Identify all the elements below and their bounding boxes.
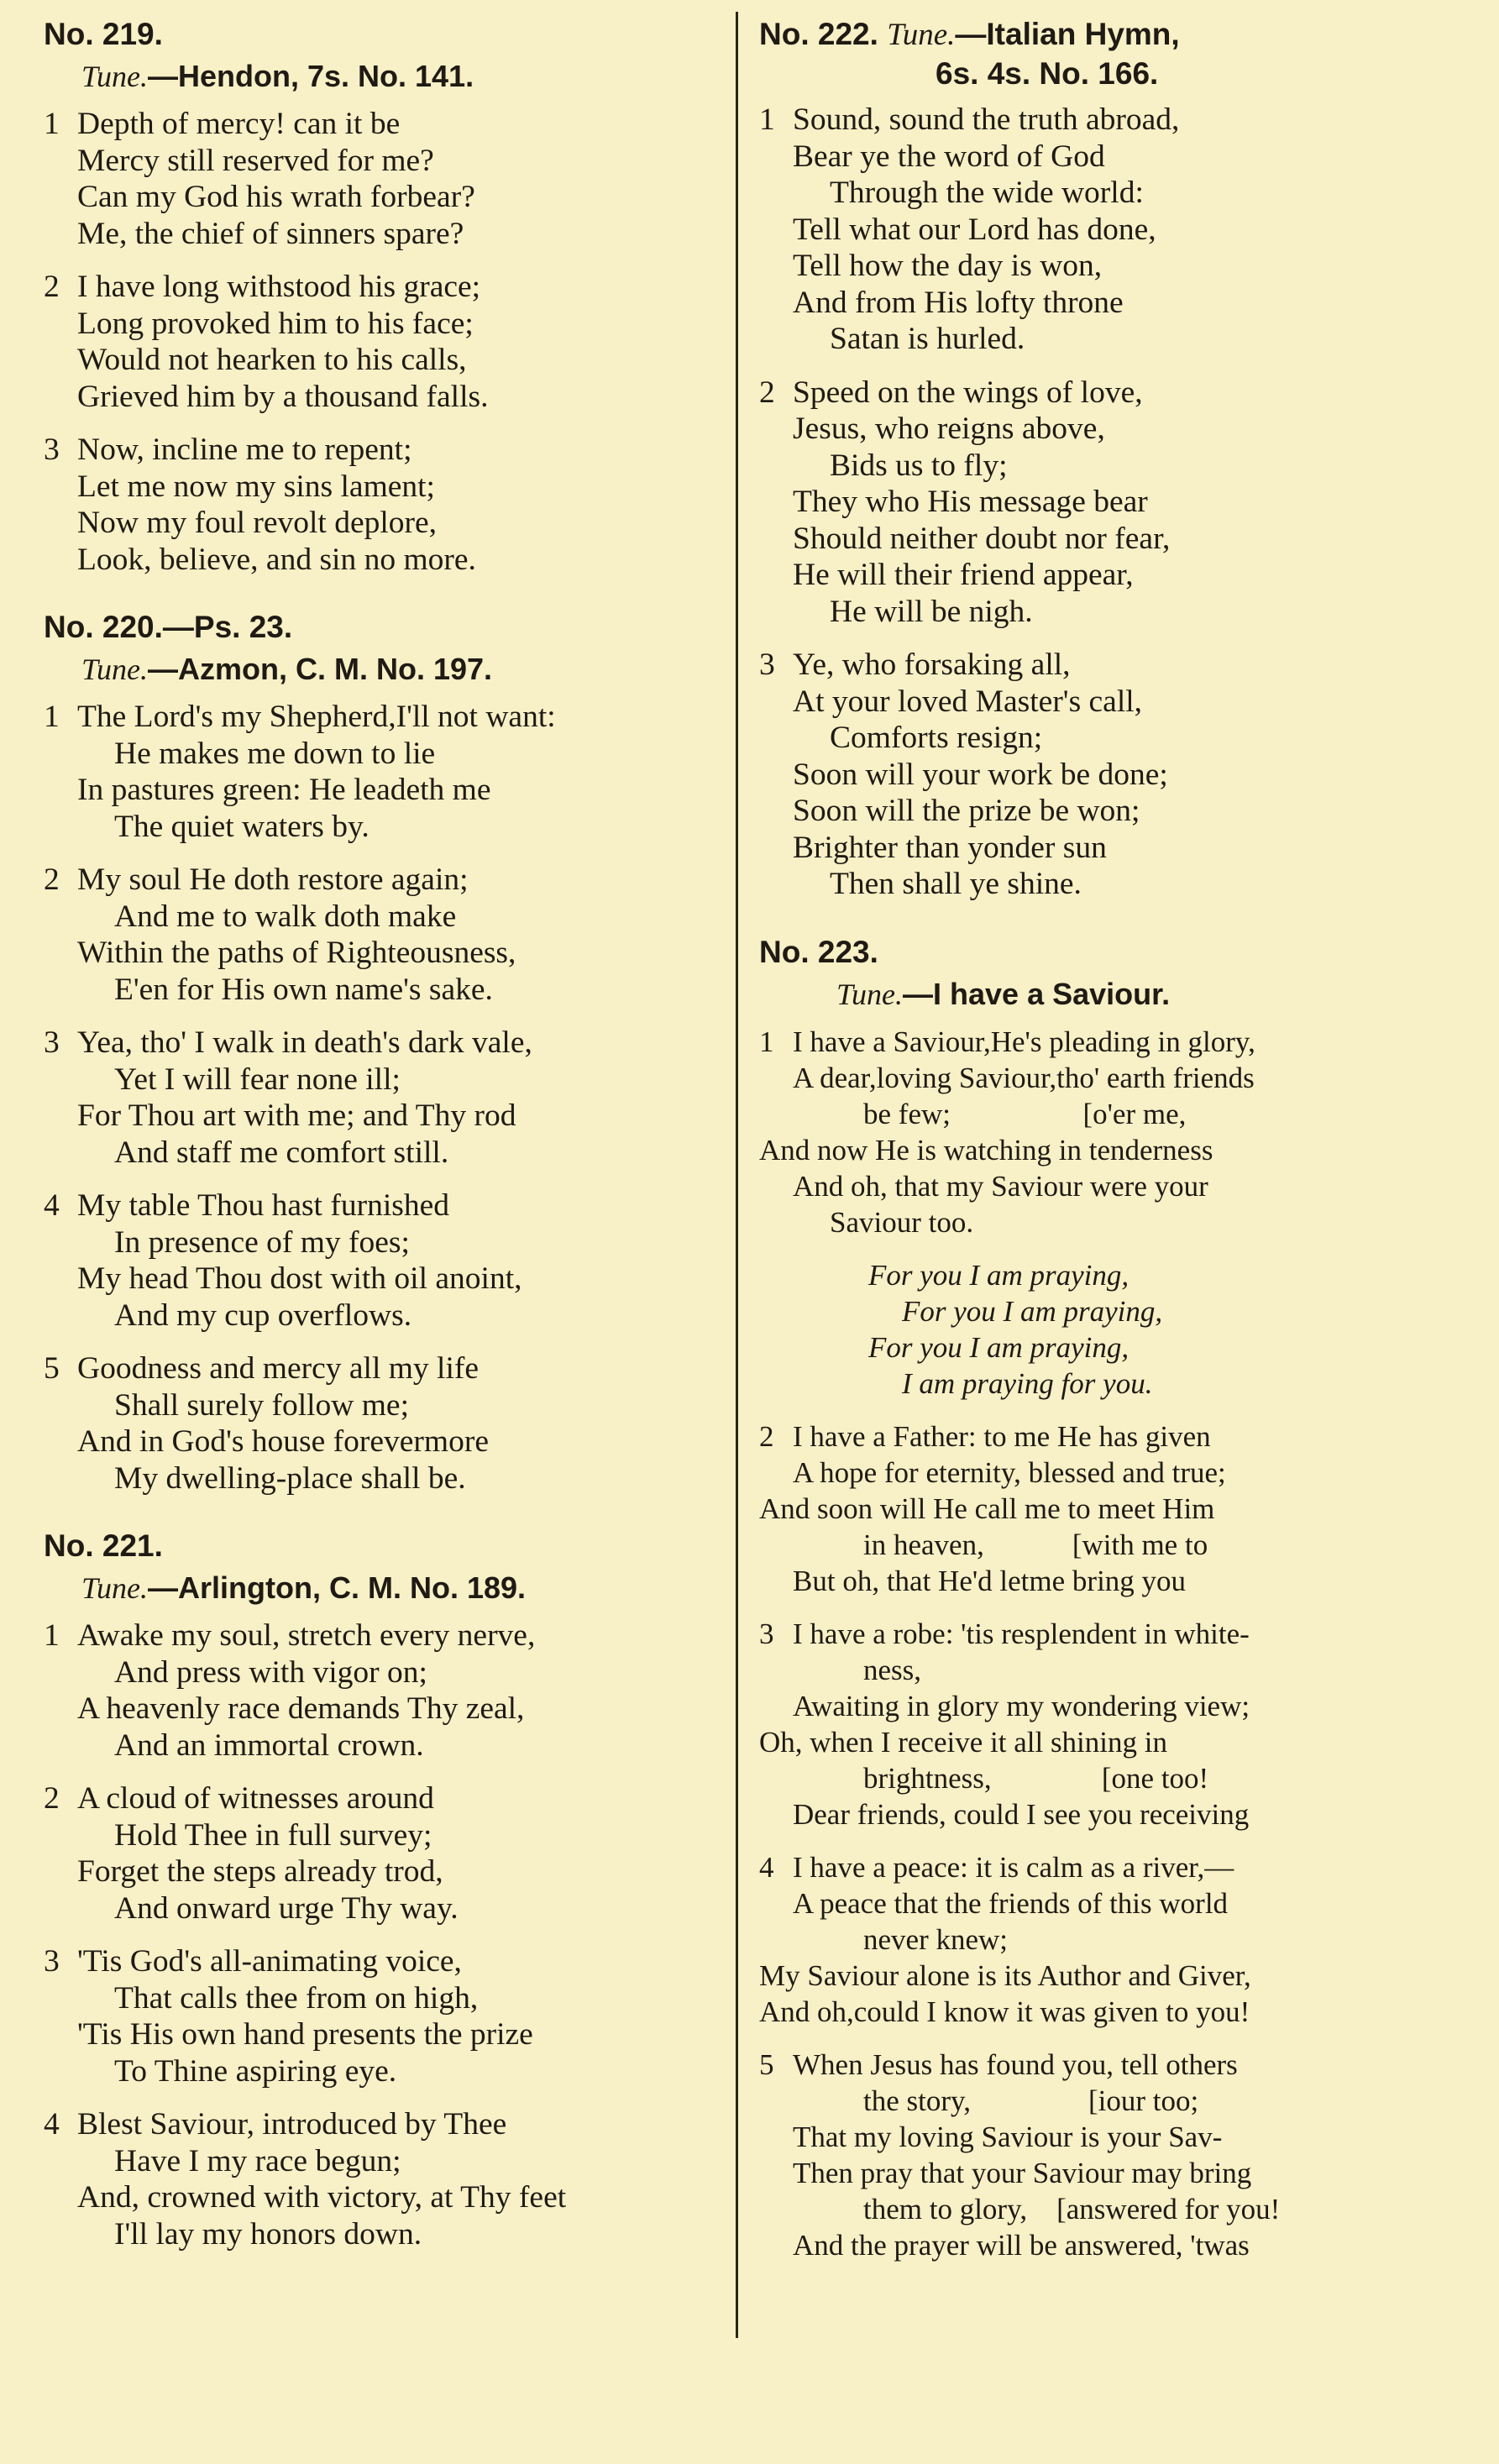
verse-number: 4: [44, 2107, 60, 2142]
line-text: But oh, that He'd letme bring you: [793, 1564, 1187, 1597]
verse-line: [759, 2119, 1439, 2155]
verse-line: [759, 521, 1439, 558]
verse-line: [44, 1943, 715, 1980]
verse-line: [759, 139, 1439, 176]
verse-line: [44, 1727, 715, 1764]
verse: [44, 1350, 715, 1497]
verse-line: [759, 2047, 1439, 2083]
tune-line: [81, 57, 715, 96]
verse-line: [759, 1849, 1439, 1885]
verse: [44, 1187, 715, 1334]
verse-line: [44, 216, 715, 253]
line-text: Blest Saviour, introduced by Thee: [77, 2107, 507, 2142]
line-text: When Jesus has found you, tell others: [793, 2047, 1238, 2081]
line-text: the story, [iour too;: [863, 2084, 1199, 2117]
verse-number: 5: [44, 1351, 60, 1386]
line-text: And an immortal crown.: [114, 1727, 424, 1763]
verse-line: [759, 1652, 1439, 1688]
verse-line: [759, 1096, 1439, 1132]
verse-line: [44, 1261, 715, 1298]
line-text: My head Thou dost with oil anoint,: [77, 1261, 522, 1296]
line-text: In pastures green: He leadeth me: [77, 773, 491, 807]
line-text: And the prayer will be answered, 'twas: [793, 2228, 1250, 2262]
verse-line: [759, 1921, 1439, 1958]
verse-line: [44, 2016, 715, 2053]
verse-line: [759, 1724, 1439, 1760]
verse-line: [759, 1885, 1439, 1921]
verse-line: [759, 1366, 1439, 1402]
verse-line: [759, 2083, 1439, 2119]
hymn-number: No. 223.: [759, 934, 878, 969]
line-text: My Saviour alone is its Author and Giver,: [759, 1958, 1251, 1992]
verse: [44, 1780, 715, 1927]
line-text: My soul He doth restore again;: [77, 862, 469, 897]
line-text: The Lord's my Shepherd,I'll not want:: [77, 700, 556, 734]
verse-line: [759, 1760, 1439, 1796]
verse-line: [44, 469, 715, 506]
verse-line: [44, 432, 715, 469]
line-text: Awaiting in glory my wondering view;: [793, 1689, 1250, 1722]
line-text: In presence of my foes;: [114, 1224, 410, 1260]
line-text: Sound, sound the truth abroad,: [793, 102, 1180, 137]
verse-line: [759, 1168, 1439, 1204]
verse-line: [759, 866, 1439, 903]
verse: [44, 862, 715, 1008]
verse-line: [44, 1135, 715, 1172]
tune-line: [81, 1569, 715, 1607]
line-text: And in God's house forevermore: [77, 1424, 489, 1459]
line-text: Would not hearken to his calls,: [77, 343, 467, 377]
verse-line: [44, 1387, 715, 1424]
line-text: never knew;: [863, 1922, 1009, 1956]
verse-number: 2: [759, 375, 775, 410]
verse-line: [759, 647, 1439, 684]
line-text: Shall surely follow me;: [114, 1387, 409, 1423]
verse-number: 1: [44, 1618, 60, 1653]
verse-number: 1: [44, 700, 60, 734]
verse: [759, 1418, 1439, 1599]
tune-name: —Azmon, C. M. No. 197.: [148, 652, 493, 686]
line-text: And, crowned with victory, at Thy feet: [77, 2180, 567, 2215]
hymn: [759, 933, 1439, 2263]
line-text: Dear friends, could I see you receiving: [793, 1797, 1250, 1831]
tune-line: [81, 650, 715, 689]
tune-name: —I have a Saviour.: [903, 976, 1171, 1011]
line-text: At your loved Master's call,: [793, 684, 1143, 719]
verse: [759, 1616, 1439, 1832]
verse-number: 3: [44, 1025, 60, 1060]
verse-line: [759, 1688, 1439, 1724]
line-text: Yea, tho' I walk in death's dark vale,: [77, 1025, 532, 1060]
verse-line: [44, 1691, 715, 1727]
tune-name: —Hendon, 7s. No. 141.: [148, 59, 474, 93]
verse-line: [44, 1098, 715, 1135]
line-text: He will their friend appear,: [793, 558, 1134, 592]
tune-label: Tune.: [81, 653, 149, 686]
verse: [759, 1849, 1439, 2030]
line-text: Then pray that your Saviour may bring: [793, 2156, 1252, 2189]
line-text: Saviour too.: [830, 1205, 974, 1239]
tune-name: —Italian Hymn,: [955, 17, 1180, 51]
line-text: Satan is hurled.: [830, 322, 1025, 356]
line-text: A cloud of witnesses around: [77, 1781, 434, 1816]
verse-line: [759, 793, 1439, 830]
verse-number: 2: [759, 1419, 774, 1453]
tune-label: Tune.: [836, 977, 904, 1011]
line-text: A dear,loving Saviour,tho' earth friends: [793, 1061, 1255, 1094]
verse-line: [759, 1024, 1439, 1060]
verse-line: [44, 935, 715, 972]
line-text: Yet I will fear none ill;: [114, 1062, 401, 1097]
verse: [759, 102, 1439, 358]
verse-line: [759, 720, 1439, 757]
verse-line: [44, 736, 715, 773]
line-text: Grieved him by a thousand falls.: [77, 379, 489, 414]
line-text: in heaven, [with me to: [863, 1528, 1208, 1561]
verse-line: [759, 212, 1439, 249]
tune-name: —Arlington, C. M. No. 189.: [148, 1570, 527, 1605]
line-text: My dwelling-place shall be.: [114, 1460, 466, 1496]
verse-number: 5: [759, 2047, 774, 2081]
line-text: To Thine aspiring eye.: [114, 2053, 397, 2089]
verse-line: [759, 557, 1439, 594]
verse: [44, 699, 715, 845]
verse-line: [44, 1817, 715, 1854]
line-text: Soon will your work be done;: [793, 757, 1168, 792]
verse: [759, 647, 1439, 903]
verse: [44, 2106, 715, 2252]
verse-line: [759, 2191, 1439, 2227]
line-text: Depth of mercy! can it be: [77, 107, 401, 141]
line-text: Mercy still reserved for me?: [77, 143, 434, 178]
verse-line: [44, 972, 715, 1009]
line-text: 'Tis God's all-animating voice,: [77, 1944, 462, 1979]
hymn: [759, 15, 1439, 903]
verse-line: [44, 1350, 715, 1387]
line-text: Speed on the wings of love,: [793, 375, 1143, 410]
verse-line: [44, 1617, 715, 1654]
verse-line: [44, 1187, 715, 1224]
line-text: Through the wide world:: [830, 176, 1144, 210]
line-text: A hope for eternity, blessed and true;: [793, 1455, 1226, 1489]
line-text: Can my God his wrath forbear?: [77, 180, 475, 214]
line-text: The quiet waters by.: [114, 809, 370, 844]
verse-line: [44, 2179, 715, 2216]
verse-number: 3: [44, 1944, 60, 1979]
line-text: And now He is watching in tenderness: [759, 1133, 1213, 1166]
line-text: And oh, that my Saviour were your: [793, 1169, 1208, 1203]
verse-line: [759, 375, 1439, 412]
line-text: And my cup overflows.: [114, 1298, 412, 1333]
verse: [759, 375, 1439, 631]
line-text: My table Thou hast furnished: [77, 1188, 449, 1223]
line-text: ness,: [863, 1653, 922, 1686]
verse-line: [759, 102, 1439, 139]
verse-number: 2: [44, 270, 60, 304]
line-text: Jesus, who reigns above,: [793, 412, 1105, 446]
verse-line: [44, 772, 715, 809]
verse-line: [759, 175, 1439, 212]
verse-line: [759, 1616, 1439, 1652]
line-text: And press with vigor on;: [114, 1654, 427, 1690]
verse: [44, 1617, 715, 1764]
verse-line: [44, 809, 715, 846]
verse-line: [44, 699, 715, 736]
line-text: E'en for His own name's sake.: [114, 972, 493, 1007]
verse-line: [44, 306, 715, 343]
line-text: A heavenly race demands Thy zeal,: [77, 1691, 525, 1726]
verse: [759, 2047, 1439, 2263]
line-text: Ye, who forsaking all,: [793, 647, 1071, 682]
line-text: Oh, when I receive it all shining in: [759, 1725, 1167, 1759]
verse-line: [759, 1958, 1439, 1994]
tune-label: Tune.: [81, 60, 149, 93]
line-text: Within the paths of Righteousness,: [77, 936, 516, 970]
line-text: Now, incline me to repent;: [77, 433, 412, 467]
line-text: Tell what our Lord has done,: [793, 212, 1156, 247]
line-text: Awake my soul, stretch every nerve,: [77, 1618, 536, 1653]
chorus: [759, 1257, 1439, 1402]
hymn-number: No. 220.—Ps. 23.: [44, 610, 293, 644]
verse-line: [44, 269, 715, 306]
verse-number: 3: [759, 647, 775, 682]
verse-line: [44, 542, 715, 579]
hymn-header: [759, 15, 1439, 55]
hymn: [44, 1527, 715, 2252]
line-text: And me to walk doth make: [114, 899, 457, 934]
verse-line: [759, 484, 1439, 521]
verse-line: [759, 321, 1439, 358]
line-text: Then shall ye shine.: [830, 867, 1082, 901]
line-text: Let me now my sins lament;: [77, 469, 435, 504]
line-text: Hold Thee in full survey;: [114, 1817, 432, 1853]
verse-line: [759, 1527, 1439, 1563]
tune-meter: 6s. 4s. No. 166.: [936, 56, 1159, 91]
verse-number: 2: [44, 862, 60, 897]
verse-line: [44, 1980, 715, 2017]
line-text: Brighter than yonder sun: [793, 830, 1107, 865]
verse-line: [44, 2143, 715, 2180]
verse-line: [44, 1853, 715, 1890]
verse-line: [44, 2216, 715, 2253]
verse-line: [759, 2155, 1439, 2191]
verse-line: [44, 862, 715, 899]
verse-line: [44, 1224, 715, 1261]
hymn-number: No. 221.: [44, 1528, 163, 1563]
verse-line: [44, 342, 715, 379]
line-text: Soon will the prize be won;: [793, 794, 1140, 828]
verse-line: [759, 1293, 1439, 1329]
verse-line: [44, 179, 715, 216]
verse-line: [44, 143, 715, 180]
verse: [44, 432, 715, 578]
line-text: Forget the steps already trod,: [77, 1854, 443, 1889]
verse-line: [44, 2053, 715, 2090]
line-text: Now my foul revolt deplore,: [77, 506, 438, 540]
line-text: He makes me down to lie: [114, 736, 436, 771]
verse-line: [759, 1257, 1439, 1293]
verse: [44, 1943, 715, 2089]
line-text: I have a Saviour,He's pleading in glory,: [793, 1025, 1255, 1058]
line-text: I'll lay my honors down.: [114, 2216, 422, 2252]
hymn: [44, 608, 715, 1497]
line-text: Me, the chief of sinners spare?: [77, 216, 464, 251]
verse-line: [44, 1423, 715, 1460]
line-text: For you I am praying,: [902, 1294, 1163, 1328]
verse-line: [44, 1298, 715, 1334]
verse-line: [44, 1654, 715, 1691]
verse-line: [759, 1132, 1439, 1168]
hymn-number: No. 219.: [44, 17, 163, 51]
line-text: Bear ye the word of God: [793, 139, 1105, 174]
line-text: Have I my race begun;: [114, 2143, 401, 2178]
column-divider: [736, 12, 738, 2338]
line-text: That calls thee from on high,: [114, 1980, 479, 2016]
verse-line: [759, 1060, 1439, 1096]
line-text: Comforts resign;: [830, 721, 1043, 755]
line-text: They who His message bear: [793, 485, 1148, 519]
verse-line: [759, 594, 1439, 631]
verse-line: [759, 285, 1439, 322]
line-text: For you I am praying,: [868, 1258, 1129, 1292]
line-text: brightness, [one too!: [863, 1761, 1209, 1795]
left-column: [44, 15, 715, 2283]
verse-number: 1: [44, 107, 60, 141]
verse-number: 3: [44, 433, 60, 467]
verse: [759, 1024, 1439, 1240]
verse-line: [44, 1890, 715, 1927]
verse-line: [759, 757, 1439, 794]
line-text: Tell how the day is won,: [793, 249, 1103, 283]
line-text: them to glory, [answered for you!: [863, 2192, 1281, 2225]
line-text: be few; [o'er me,: [863, 1097, 1187, 1130]
hymn-number: No. 222.: [759, 17, 878, 51]
hymn: [44, 15, 715, 578]
line-text: And from His lofty throne: [793, 285, 1124, 320]
verse: [44, 1025, 715, 1171]
verse-line: [44, 1025, 715, 1062]
verse-line: [759, 1329, 1439, 1366]
line-text: Should neither doubt nor fear,: [793, 521, 1171, 556]
verse-number: 1: [759, 102, 775, 137]
line-text: I have a Father: to me He has given: [793, 1419, 1211, 1453]
line-text: For Thou art with me; and Thy rod: [77, 1098, 516, 1133]
line-text: I have long withstood his grace;: [77, 270, 481, 304]
verse-line: [44, 1780, 715, 1817]
tune-label: Tune.: [887, 18, 956, 52]
line-text: And onward urge Thy way.: [114, 1890, 459, 1926]
verse-line: [759, 830, 1439, 867]
verse-line: [44, 505, 715, 542]
verse-number: 2: [44, 1781, 60, 1816]
verse: [44, 269, 715, 415]
verse-line: [759, 684, 1439, 721]
line-text: And oh,could I know it was given to you!: [759, 1995, 1250, 2028]
verse-line: [759, 1204, 1439, 1240]
verse-line: [759, 1491, 1439, 1527]
line-text: Bids us to fly;: [830, 448, 1008, 483]
verse-line: [44, 379, 715, 416]
line-text: And staff me comfort still.: [114, 1135, 449, 1170]
verse-line: [759, 411, 1439, 448]
verse-line: [44, 2106, 715, 2143]
verse-line: [759, 248, 1439, 285]
verse-number: 4: [44, 1188, 60, 1223]
line-text: 'Tis His own hand presents the prize: [77, 2017, 533, 2052]
verse-line: [759, 1455, 1439, 1491]
verse-line: [759, 1418, 1439, 1455]
verse-line: [44, 1062, 715, 1098]
tune-line: [836, 975, 1439, 1014]
verse-line: [759, 448, 1439, 485]
verse-number: 3: [759, 1617, 774, 1650]
verse-line: [759, 1796, 1439, 1832]
verse: [44, 106, 715, 252]
verse-line: [44, 106, 715, 143]
verse-line: [759, 2227, 1439, 2263]
line-text: A peace that the friends of this world: [793, 1886, 1229, 1920]
verse-line: [44, 899, 715, 936]
verse-line: [44, 1460, 715, 1497]
verse-line: [759, 1563, 1439, 1599]
line-text: For you I am praying,: [868, 1330, 1129, 1364]
verse-line: [759, 1994, 1439, 2030]
line-text: That my loving Saviour is your Sav-: [793, 2120, 1223, 2153]
line-text: I have a peace: it is calm as a river,—: [793, 1850, 1234, 1884]
line-text: He will be nigh.: [830, 594, 1033, 629]
line-text: I have a robe: 'tis resplendent in white-: [793, 1617, 1250, 1650]
line-text: I am praying for you.: [902, 1366, 1153, 1400]
verse-number: 1: [759, 1025, 774, 1058]
verse-number: 4: [759, 1850, 774, 1884]
tune-label: Tune.: [81, 1571, 149, 1605]
line-text: Goodness and mercy all my life: [77, 1351, 479, 1386]
line-text: And soon will He call me to meet Him: [759, 1492, 1215, 1525]
line-text: Look, believe, and sin no more.: [77, 542, 476, 577]
right-column: [759, 15, 1439, 2294]
line-text: Long provoked him to his face;: [77, 306, 474, 341]
